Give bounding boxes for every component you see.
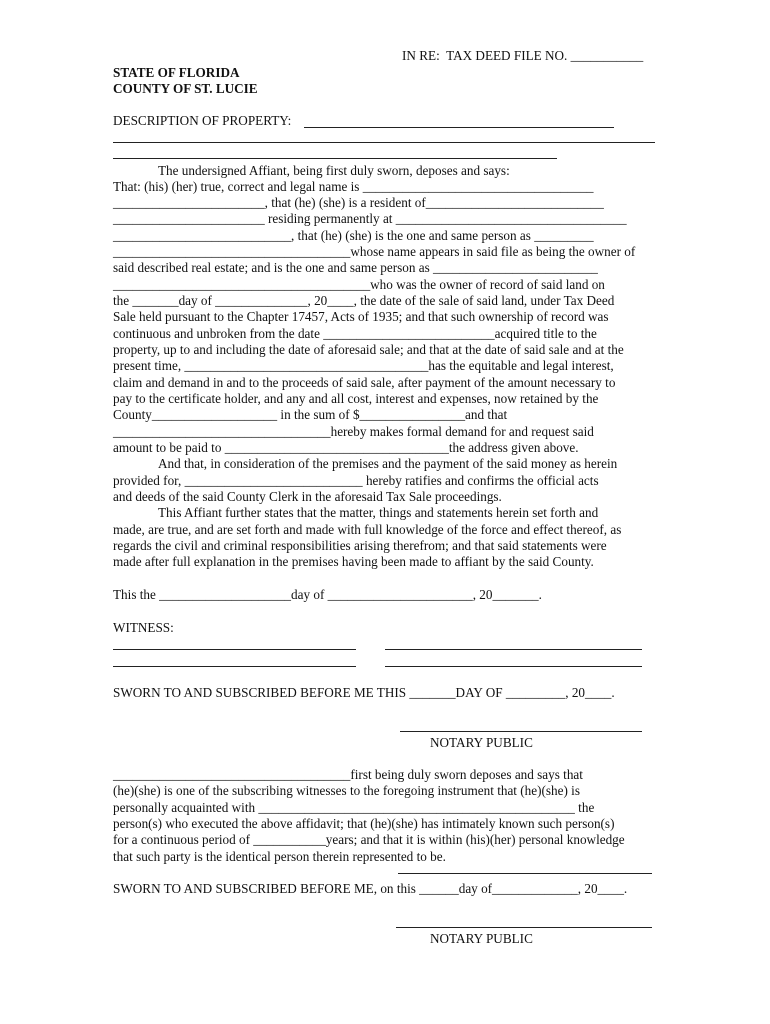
affidavit-line: the _______day of ______________, 20____, the date of the sale of said land, under Tax Deed (113, 293, 615, 308)
notary-public-label-2: NOTARY PUBLIC (430, 931, 533, 946)
affidavit-line: said described real estate; and is the one and same person as _________________________ (113, 260, 598, 275)
sworn-statement-2: SWORN TO AND SUBSCRIBED BEFORE ME, on this ______day of_____________, 20____. (113, 881, 628, 896)
witness-signature-line[interactable] (385, 666, 642, 667)
affidavit-line: _________________________________hereby makes formal demand for and request said (113, 424, 594, 439)
affidavit-line: present time, _____________________________________has the equitable and legal interest, (113, 358, 614, 373)
affidavit-line: provided for, ___________________________ hereby ratifies and confirms the official acts (113, 473, 599, 488)
affidavit-line: This Affiant further states that the matter, things and statements herein set forth and (158, 505, 599, 520)
affidavit-line: County___________________ in the sum of $________________and that (113, 407, 508, 422)
witness-affidavit-line: for a continuous period of ___________years; and that it is within (his)(her) personal knowledge (113, 832, 625, 847)
witness-label: WITNESS: (113, 620, 174, 635)
affidavit-line: _______________________________________who was the owner of record of said land on (113, 277, 605, 292)
witness-affidavit-line: that such party is the identical person therein represented to be. (113, 849, 446, 864)
description-blank-3 (113, 158, 557, 159)
affidavit-line: and deeds of the said County Clerk in the aforesaid Tax Sale proceedings. (113, 489, 502, 504)
description-blank-1 (304, 127, 614, 128)
state-heading: STATE OF FLORIDA (113, 65, 240, 80)
notary-signature-line-1[interactable] (400, 731, 642, 732)
witness-signature-line[interactable] (113, 649, 356, 650)
description-blank-2 (113, 142, 655, 143)
affidavit-line: made, are true, and are set forth and made with full knowledge of the force and effect thereof, as (113, 522, 622, 537)
county-heading: COUNTY OF ST. LUCIE (113, 81, 258, 96)
affidavit-line: pay to the certificate holder, and any and all cost, interest and expenses, now retained by the (113, 391, 599, 406)
affidavit-line: property, up to and including the date of aforesaid sale; and that at the date of said sale and at the (113, 342, 624, 357)
affidavit-line: continuous and unbroken from the date __________________________acquired title to the (113, 326, 597, 341)
affidavit-line: regards the civil and criminal responsibilities arising therefrom; and that said statements were (113, 538, 607, 553)
witness-affidavit-line: (he)(she) is one of the subscribing witnesses to the foregoing instrument that (he)(she) is (113, 783, 580, 798)
affidavit-line: ___________________________, that (he) (she) is the one and same person as _________ (113, 228, 594, 243)
affidavit-line: Sale held pursuant to the Chapter 17457, Acts of 1935; and that such ownership of record was (113, 309, 609, 324)
affidavit-line: And that, in consideration of the premises and the payment of the said money as herein (158, 456, 618, 471)
affidavit-line: That: (his) (her) true, correct and legal name is ___________________________________ (113, 179, 594, 194)
signature-line[interactable] (398, 873, 652, 874)
description-label: DESCRIPTION OF PROPERTY: (113, 113, 292, 128)
affidavit-line: _______________________ residing permanently at ___________________________________ (113, 211, 627, 226)
witness-signature-line[interactable] (385, 649, 642, 650)
witness-affidavit-line: person(s) who executed the above affidavit; that (he)(she) has intimately known such person(s) (113, 816, 615, 831)
affidavit-line: made after full explanation in the premises having been made to affiant by the said County. (113, 554, 594, 569)
affidavit-line: ____________________________________whose name appears in said file as being the owner of (113, 244, 636, 259)
witness-signature-line[interactable] (113, 666, 356, 667)
affidavit-line: The undersigned Affiant, being first duly sworn, deposes and says: (158, 163, 510, 178)
witness-affidavit-line: ____________________________________first being duly sworn deposes and says that (113, 767, 583, 782)
tax-deed-file-line: IN RE: TAX DEED FILE NO. ___________ (402, 48, 644, 63)
witness-affidavit-line: personally acquainted with ________________________________________________ the (113, 800, 595, 815)
notary-public-label-1: NOTARY PUBLIC (430, 735, 533, 750)
affidavit-line: claim and demand in and to the proceeds of said sale, after payment of the amount necessary to (113, 375, 616, 390)
dated-line: This the ____________________day of ______________________, 20_______. (113, 587, 542, 602)
sworn-statement-1: SWORN TO AND SUBSCRIBED BEFORE ME THIS _______DAY OF _________, 20____. (113, 685, 615, 700)
affidavit-line: _______________________, that (he) (she) is a resident of___________________________ (113, 195, 604, 210)
notary-signature-line-2[interactable] (396, 927, 652, 928)
affidavit-line: amount to be paid to __________________________________the address given above. (113, 440, 579, 455)
